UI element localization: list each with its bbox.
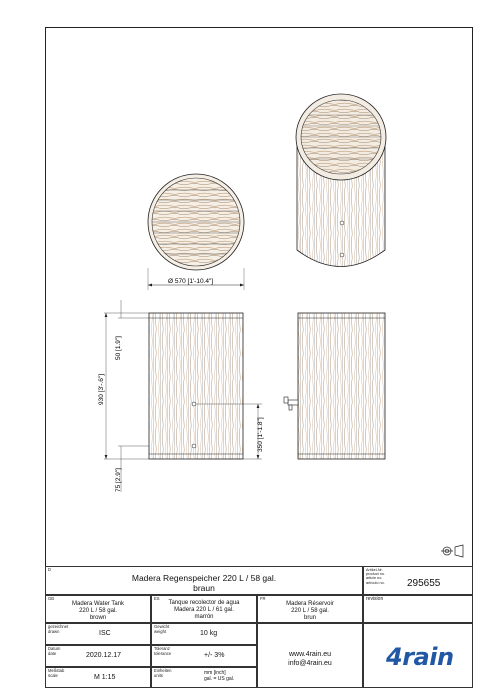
lang-fr-label: FR <box>260 596 266 601</box>
lang-de-label: D <box>48 567 52 572</box>
article-number: 295655 <box>407 578 441 589</box>
diameter-dimension: Ø 570 [1'-10.4"] <box>168 278 214 285</box>
top-view <box>148 174 244 290</box>
side-view <box>284 313 385 459</box>
logo-cell <box>363 623 473 688</box>
drawn-cell <box>45 623 151 645</box>
scale-label: Meßstab scale <box>48 668 65 678</box>
contact-cell <box>257 623 363 688</box>
date-value: 2020.12.17 <box>86 652 122 659</box>
units-label: Einheiten units <box>154 668 172 678</box>
units-cell <box>151 667 257 688</box>
drawn-value: ISC <box>99 630 111 637</box>
title-es: Tanque recolector de agua Madera 220 L / 61 gal. marrón <box>168 600 240 620</box>
website-link[interactable]: www.4rain.eu <box>288 651 332 658</box>
article-cell <box>363 566 473 595</box>
drawn-label: gezeichnet drawn <box>48 624 69 634</box>
lang-gb-label: GB <box>48 596 55 601</box>
units-value: mm [inch] gal. = US gal. <box>204 670 235 682</box>
scale-value: M 1:15 <box>94 674 116 681</box>
weight-label: Gewicht weight <box>154 624 170 634</box>
height-dimension: 930 [3'-.6"] <box>98 373 105 405</box>
title-fr: Madera Réservoir 220 L / 58 gal. brun <box>286 601 334 621</box>
date-label: Datum date <box>48 646 61 656</box>
email-link[interactable]: info@4rain.eu <box>288 660 332 667</box>
revision-label: revision <box>366 596 384 602</box>
tap-icon <box>284 397 298 410</box>
isometric-view <box>296 94 386 267</box>
weight-cell <box>151 623 257 645</box>
date-cell <box>45 645 151 667</box>
title-de-cell <box>45 566 363 595</box>
tolerance-cell <box>151 645 257 667</box>
title-de <box>46 573 362 593</box>
title-de-line1: Madera Regenspeicher 220 L / 58 gal. <box>131 573 277 583</box>
top-offset-dimension: 50 [1.9"] <box>115 336 122 360</box>
contact-info <box>258 650 362 668</box>
article-label: Artikel-Nr. product no. article no. artículo no. <box>366 568 385 585</box>
weight-value: 10 kg <box>200 630 218 637</box>
bottom-offset-dimension: 75 [2.9"] <box>115 468 122 492</box>
title-es-cell <box>151 595 257 623</box>
title-block <box>45 566 473 688</box>
front-view <box>104 300 262 492</box>
scale-cell <box>45 667 151 688</box>
title-fr-cell <box>257 595 363 623</box>
tap-height-dimension: 350 [1'-1.8"] <box>257 417 264 452</box>
first-angle-projection-icon <box>441 545 463 557</box>
brand-logo: 4rain <box>386 643 454 671</box>
title-de-line2: braun <box>193 583 215 593</box>
lang-es-label: ES <box>154 596 160 601</box>
revision-cell <box>363 595 473 623</box>
title-gb-cell <box>45 595 151 623</box>
tolerance-value: +/- 3% <box>204 652 225 659</box>
tolerance-label: Toleranz tolerance <box>154 646 172 656</box>
title-gb: Madera Water Tank 220 L / 58 gal. brown <box>71 601 125 621</box>
